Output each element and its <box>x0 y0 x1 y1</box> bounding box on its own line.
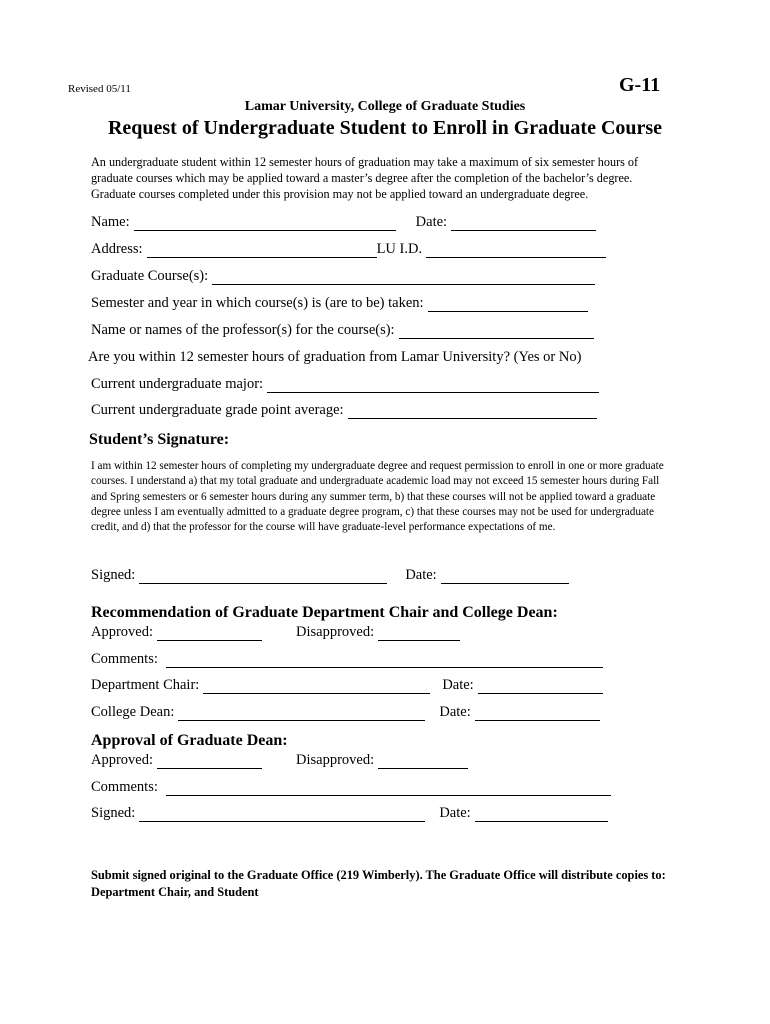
address-field[interactable] <box>147 243 377 258</box>
major-row <box>91 376 599 393</box>
name-label: Name: <box>91 214 130 230</box>
dean-date-field[interactable] <box>475 807 608 822</box>
recommendation-heading: Recommendation of Graduate Department Chair and College Dean: <box>91 604 558 621</box>
student-signature-heading: Student’s Signature: <box>89 431 230 448</box>
dean-approved-label: Approved: <box>91 752 154 768</box>
form-title: Request of Undergraduate Student to Enroll in Graduate Course <box>107 117 663 139</box>
submission-instructions: Submit signed original to the Graduate Office (219 Wimberly). The Graduate Office will distribute copies to: Department Chair, and Student <box>91 868 666 899</box>
dean-signed-row <box>91 805 608 822</box>
major-field[interactable] <box>267 378 599 393</box>
address-row <box>91 241 606 258</box>
gpa-row <box>91 402 597 419</box>
rec-disapproved-field[interactable] <box>378 626 460 641</box>
professor-field[interactable] <box>399 324 594 339</box>
semester-label: Semester and year in which course(s) is (are to be) taken: <box>91 295 424 311</box>
dept-chair-date-label: Date: <box>442 677 474 693</box>
dean-comments-row <box>91 779 611 796</box>
student-signed-label: Signed: <box>91 567 136 583</box>
dept-chair-label: Department Chair: <box>91 677 200 693</box>
college-dean-date-field[interactable] <box>475 706 600 721</box>
dean-approved-field[interactable] <box>157 754 262 769</box>
college-dean-field[interactable] <box>178 706 425 721</box>
name-field[interactable] <box>134 216 396 231</box>
address-label: Address: <box>91 241 143 257</box>
within12-label: Are you within 12 semester hours of graduation from Lamar University? (Yes or No) <box>88 349 582 365</box>
graduate-courses-row <box>91 268 595 285</box>
name-row <box>91 214 596 231</box>
dean-signature-field[interactable] <box>139 807 425 822</box>
recommendation-approval-row <box>91 624 460 641</box>
within12-row <box>88 349 581 366</box>
lu-id-field[interactable] <box>426 243 606 258</box>
university-name: Lamar University, College of Graduate Studies <box>244 99 526 114</box>
graduate-courses-label: Graduate Course(s): <box>91 268 209 284</box>
dean-signed-label: Signed: <box>91 805 136 821</box>
college-dean-row <box>91 704 600 721</box>
rec-comments-label: Comments: <box>91 651 158 667</box>
college-dean-label: College Dean: <box>91 704 175 720</box>
form-number: G-11 <box>619 74 661 96</box>
dean-comments-field[interactable] <box>166 781 611 796</box>
college-dean-date-label: Date: <box>439 704 471 720</box>
professor-row <box>91 322 594 339</box>
rec-comments-row <box>91 651 603 668</box>
gpa-field[interactable] <box>348 404 597 419</box>
dean-disapproved-label: Disapproved: <box>296 752 375 768</box>
student-statement: I am within 12 semester hours of completing my undergraduate degree and request permission to enroll in one or more graduate courses. I understand a) that my total graduate and undergraduate academic load may not exceed 15 semester hours during Fall and Spring semesters or 6 semester hours during any summer term, b) that these courses will not be applied toward a graduate degree unless I am eventually admitted to a graduate degree program, c) that these courses may not be used for undergraduate credit, and d) that the professor for the course will have graduate-level performance expectations of me. <box>91 460 664 534</box>
dept-chair-row <box>91 677 603 694</box>
student-date-label: Date: <box>405 567 437 583</box>
revision-date: Revised 05/11 <box>68 83 131 95</box>
student-date-field[interactable] <box>441 569 569 584</box>
professor-label: Name or names of the professor(s) for the course(s): <box>91 322 395 338</box>
dean-disapproved-field[interactable] <box>378 754 468 769</box>
dean-date-label: Date: <box>439 805 471 821</box>
dept-chair-field[interactable] <box>203 679 430 694</box>
rec-approved-label: Approved: <box>91 624 154 640</box>
dean-approval-heading: Approval of Graduate Dean: <box>91 732 288 749</box>
lu-id-label: LU I.D. <box>376 241 423 257</box>
semester-row <box>91 295 588 312</box>
student-signature-field[interactable] <box>139 569 387 584</box>
intro-paragraph: An undergraduate student within 12 semester hours of graduation may take a maximum of six semester hours of graduate courses which may be applied toward a master’s degree after the completion of the bachelor’s degree. Graduate courses completed under this provision may not be applied toward an undergraduate degree. <box>91 155 639 201</box>
dean-comments-label: Comments: <box>91 779 158 795</box>
rec-approved-field[interactable] <box>157 626 262 641</box>
date-label: Date: <box>415 214 448 230</box>
semester-field[interactable] <box>428 297 588 312</box>
rec-disapproved-label: Disapproved: <box>296 624 375 640</box>
graduate-courses-field[interactable] <box>212 270 595 285</box>
major-label: Current undergraduate major: <box>91 376 264 392</box>
gpa-label: Current undergraduate grade point average: <box>91 402 344 418</box>
student-signed-row <box>91 567 569 584</box>
dean-approval-row <box>91 752 468 769</box>
date-field[interactable] <box>451 216 596 231</box>
rec-comments-field[interactable] <box>166 653 603 668</box>
dept-chair-date-field[interactable] <box>478 679 603 694</box>
